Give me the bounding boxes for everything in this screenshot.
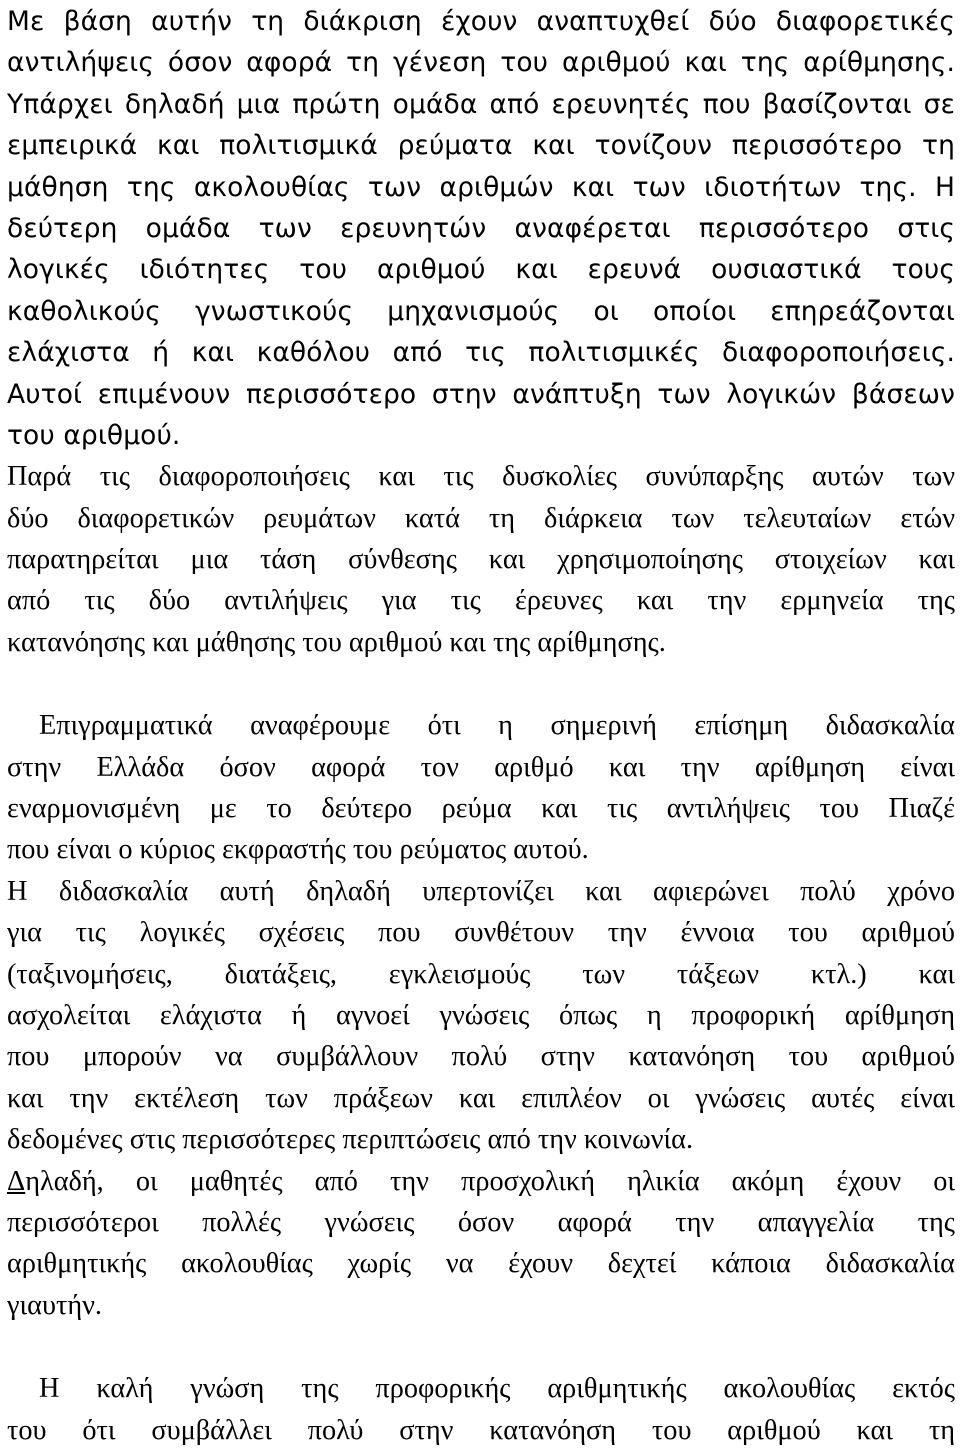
text-line: δύο διαφορετικών ρευμάτων κατά τη διάρκεια των τελευταίων ετών <box>7 502 955 534</box>
paragraph-spacer <box>7 663 955 705</box>
text-line: αντιλήψεις όσον αφορά τη γένεση του αριθμού και της αρίθμησης. <box>7 47 955 79</box>
text-line: καθολικούς γνωστικούς μηχανισμούς οι οποίοι επηρεάζονται <box>7 295 955 327</box>
text-line: Επιγραμματικά αναφέρουμε ότι η σημερινή επίσημη διδασκαλία <box>39 710 955 742</box>
text-line: του ότι συμβάλλει πολύ στην κατανόηση του αριθμού και τη <box>7 1414 955 1446</box>
text-line: δεδομένες στις περισσότερες περιπτώσεις από την κοινωνία. <box>7 1124 694 1156</box>
text-line: Αυτοί επιμένουν περισσότερο στην ανάπτυξη των λογικών βάσεων <box>7 378 955 410</box>
text-line: Με βάση αυτήν τη διάκριση έχουν αναπτυχθεί δύο διαφορετικές <box>7 6 955 37</box>
text-line: και την εκτέλεση των πράξεων και επιπλέον οι γνώσεις αυτές είναι <box>7 1082 955 1114</box>
text-line: από τις δύο αντιλήψεις για τις έρευνες και την ερμηνεία της <box>7 585 955 617</box>
paragraph-1 <box>7 1 955 456</box>
text-line: ελάχιστα ή και καθόλου από τις πολιτισμικές διαφοροποιήσεις. <box>7 337 955 369</box>
text-line: δεύτερη ομάδα των ερευνητών αναφέρεται περισσότερο στις <box>7 212 955 244</box>
text-line: που μπορούν να συμβάλλουν πολύ στην κατανόηση του αριθμού <box>7 1041 955 1073</box>
paragraph-4 <box>7 871 955 1161</box>
text-line: εναρμονισμένη με το δεύτερο ρεύμα και τις αντιλήψεις του Πιαζέ <box>7 793 955 825</box>
text-line: για τις λογικές σχέσεις που συνθέτουν την έννοια του αριθμού <box>7 917 955 949</box>
paragraph-6 <box>7 1368 955 1451</box>
text-line: περισσότεροι πολλές γνώσεις όσον αφορά την απαγγελία της <box>7 1206 955 1238</box>
text-line: κατανόησης και μάθησης του αριθμού και της αρίθμησης. <box>7 626 666 658</box>
paragraph-3 <box>7 705 955 871</box>
paragraph-spacer <box>7 1326 955 1368</box>
paragraph-5 <box>7 1161 955 1327</box>
text-line: γιαυτήν. <box>7 1289 102 1321</box>
text-line: Η διδασκαλία αυτή δηλαδή υπερτονίζει και αφιερώνει πολύ χρόνο <box>7 875 955 907</box>
text-line: του αριθμού. <box>7 419 181 451</box>
text-line: Δηλαδή, οι μαθητές από την προσχολική ηλικία ακόμη έχουν οι <box>7 1165 955 1197</box>
text-line: μάθηση της ακολουθίας των αριθμών και των ιδιοτήτων της. Η <box>7 171 955 203</box>
text-line: παρατηρείται μια τάση σύνθεσης και χρησιμοποίησης στοιχείων και <box>7 544 955 576</box>
text-line: που είναι ο κύριος εκφραστής του ρεύματος αυτού. <box>7 834 589 866</box>
text-line: στην Ελλάδα όσον αφορά τον αριθμό και την αρίθμηση είναι <box>7 751 955 783</box>
text-line: Παρά τις διαφοροποιήσεις και τις δυσκολίες συνύπαρξης αυτών των <box>7 461 955 493</box>
text-line: εμπειρικά και πολιτισμικά ρεύματα και τονίζουν περισσότερο τη <box>7 130 955 162</box>
text-line: αριθμητικής ακολουθίας χωρίς να έχουν δεχτεί κάποια διδασκαλία <box>7 1248 955 1280</box>
text-line: Υπάρχει δηλαδή μια πρώτη ομάδα από ερευνητές που βασίζονται σε <box>7 88 955 120</box>
text-line: λογικές ιδιότητες του αριθμού και ερευνά ουσιαστικά τους <box>7 254 955 286</box>
text-line: (ταξινομήσεις, διατάξεις, εγκλεισμούς των τάξεων κτλ.) και <box>7 958 955 990</box>
text-line: Η καλή γνώση της προφορικής αριθμητικής ακολουθίας εκτός <box>39 1373 955 1405</box>
document-page <box>7 0 955 1451</box>
text-line: ασχολείται ελάχιστα ή αγνοεί γνώσεις όπως η προφορική αρίθμηση <box>7 999 955 1031</box>
paragraph-2 <box>7 456 955 663</box>
